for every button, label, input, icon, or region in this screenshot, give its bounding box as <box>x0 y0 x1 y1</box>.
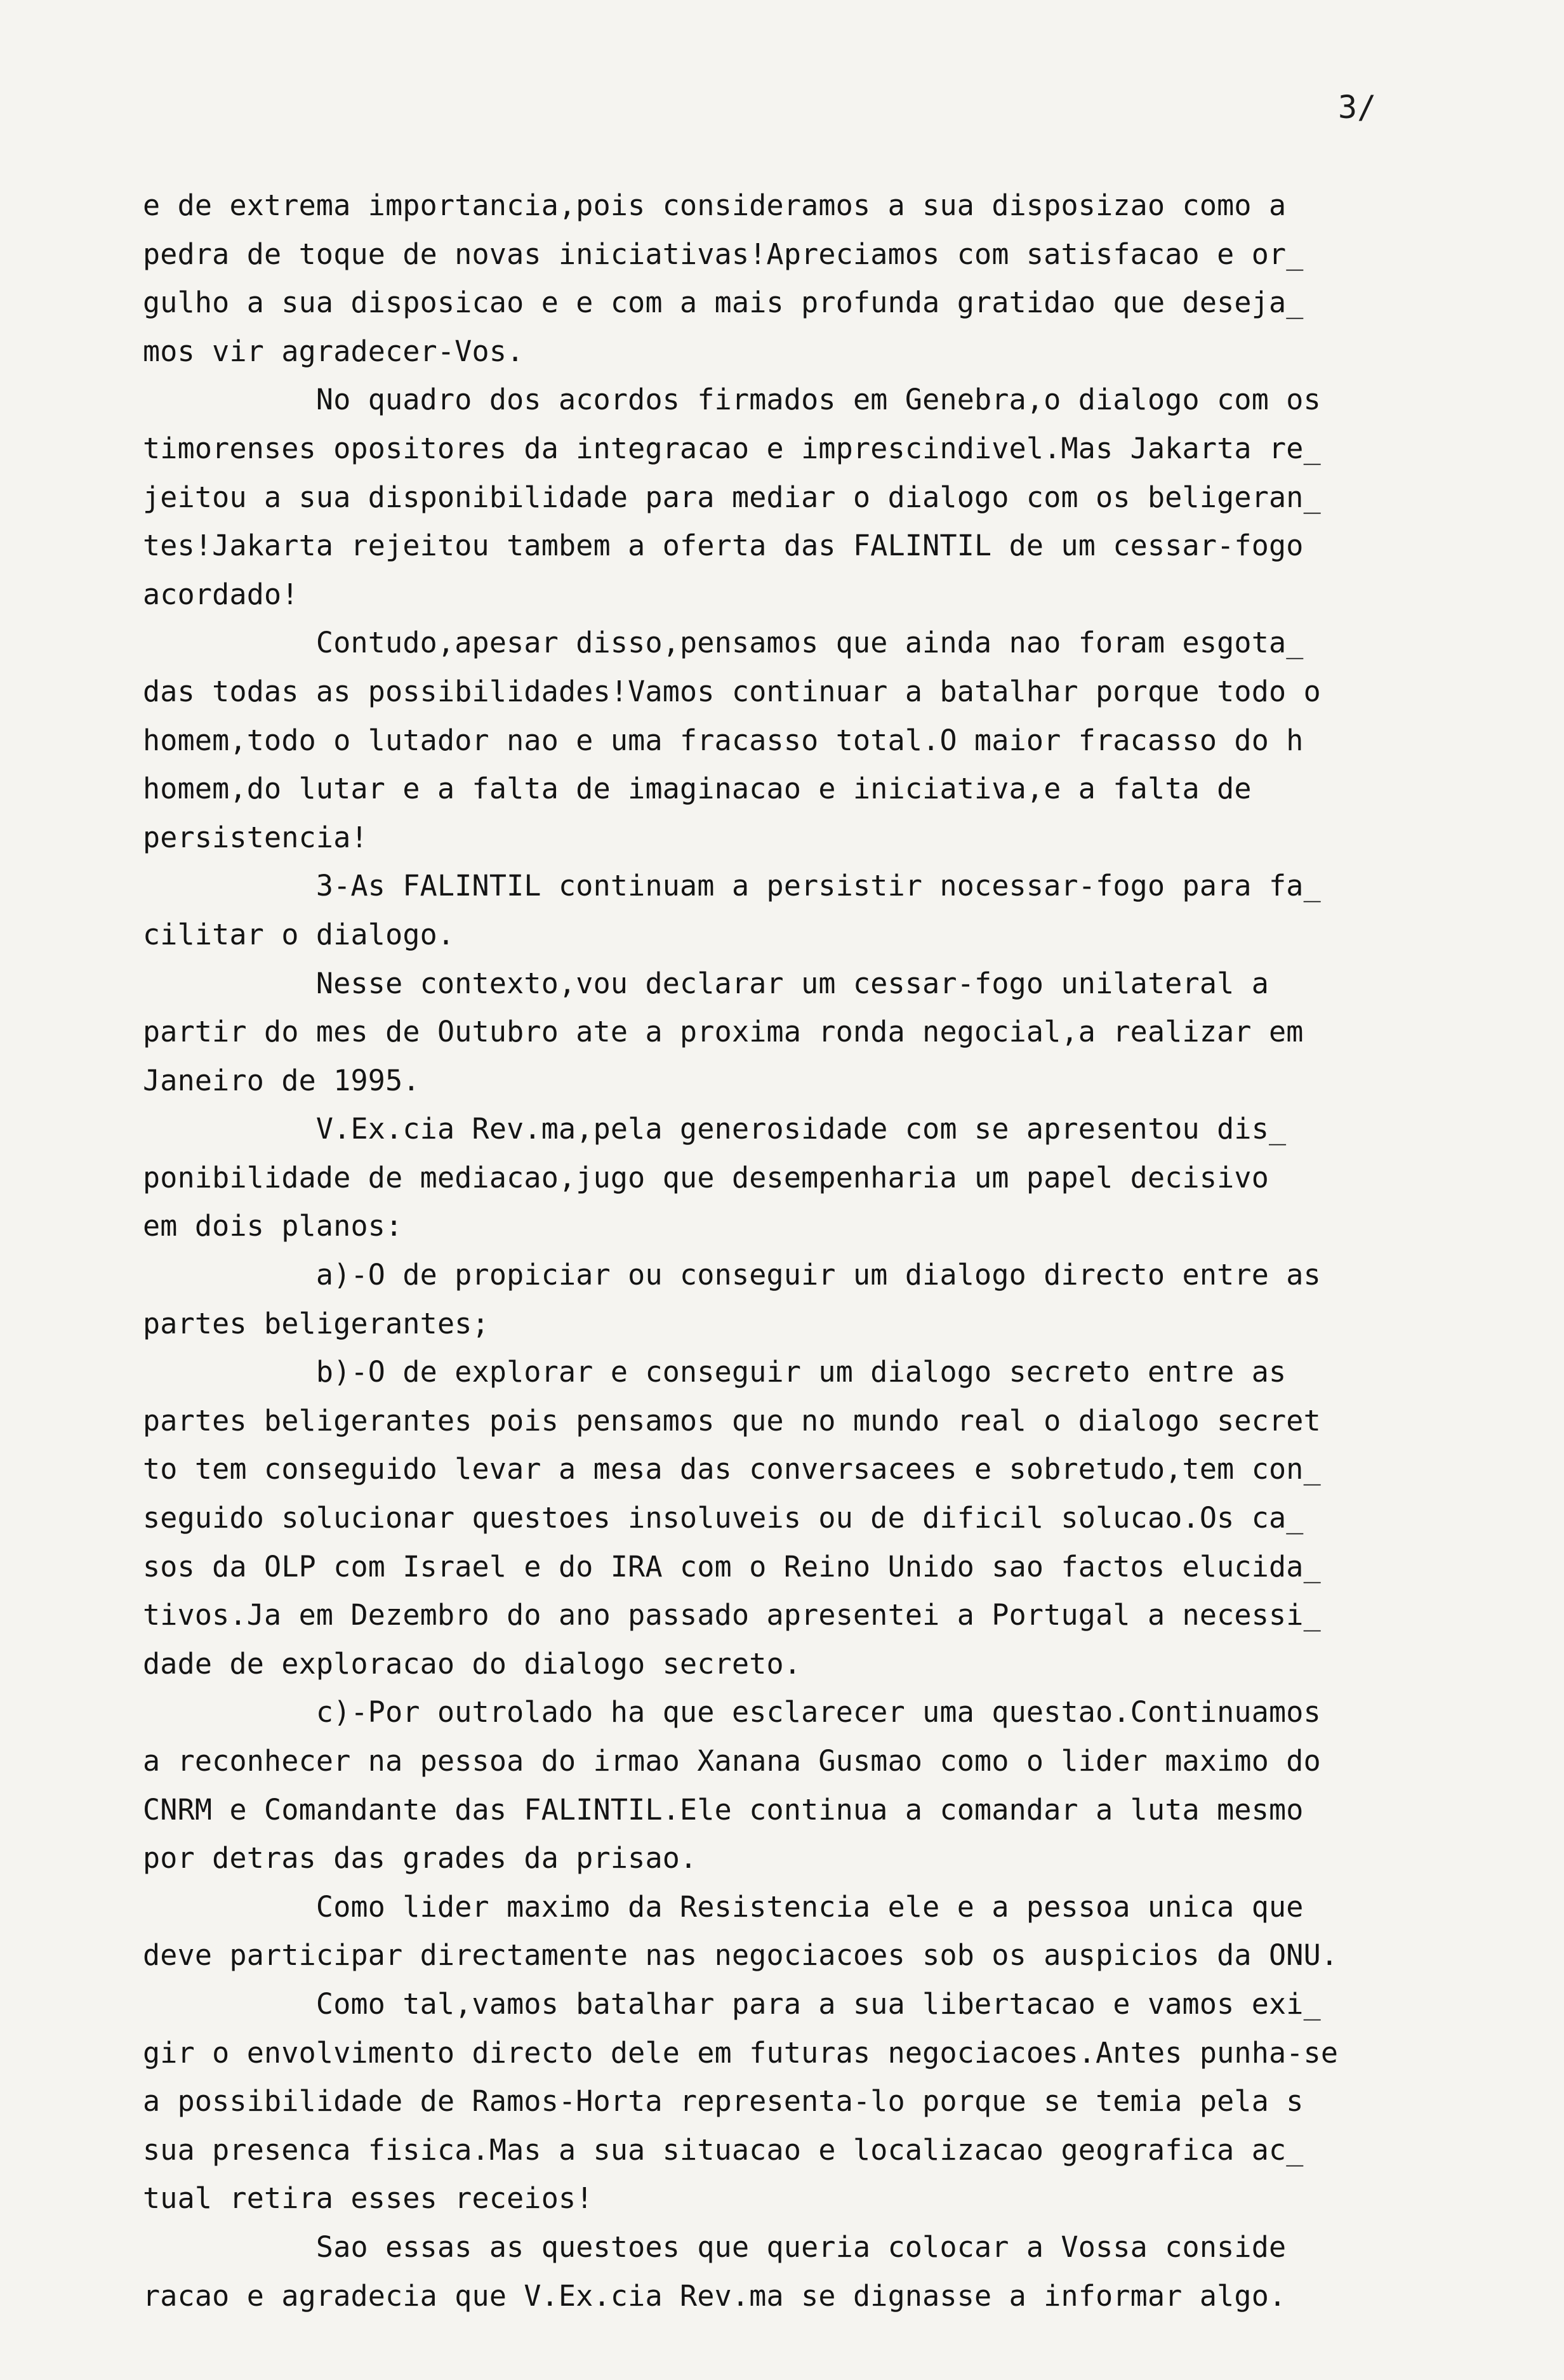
text-line: deve participar directamente nas negociacoes sob os auspicios da ONU. <box>143 1938 1339 1973</box>
text-line: homem,todo o lutador nao e uma fracasso total.O maior fracasso do h <box>143 723 1304 757</box>
text-line: ponibilidade de mediacao,jugo que desempenharia um papel decisivo <box>143 1160 1269 1194</box>
text-line: pedra de toque de novas iniciativas!Apreciamos com satisfacao e or_ <box>143 237 1304 271</box>
text-line: CNRM e Comandante das FALINTIL.Ele continua a comandar a luta mesmo <box>143 1792 1304 1827</box>
text-line: 3-As FALINTIL continuam a persistir nocessar-fogo para fa_ <box>143 869 1321 903</box>
text-line: mos vir agradecer-Vos. <box>143 334 524 368</box>
page-number: 3/ <box>1338 89 1377 126</box>
text-line: Contudo,apesar disso,pensamos que ainda nao foram esgota_ <box>143 626 1304 660</box>
text-line: Sao essas as questoes que queria colocar a Vossa conside <box>143 2230 1287 2264</box>
text-line: partir do mes de Outubro ate a proxima ronda negocial,a realizar em <box>143 1015 1304 1049</box>
text-line: sua presenca fisica.Mas a sua situacao e localizacao geografica ac_ <box>143 2132 1304 2167</box>
text-line: dade de exploracao do dialogo secreto. <box>143 1646 802 1681</box>
text-line: acordado! <box>143 577 299 611</box>
text-line: gir o envolvimento directo dele em futuras negociacoes.Antes punha-se <box>143 2035 1339 2070</box>
text-line: Como tal,vamos batalhar para a sua libertacao e vamos exi_ <box>143 1987 1321 2021</box>
text-line: tes!Jakarta rejeitou tambem a oferta das FALINTIL de um cessar-fogo <box>143 529 1304 563</box>
text-line: por detras das grades da prisao. <box>143 1841 698 1875</box>
text-line: V.Ex.cia Rev.ma,pela generosidade com se apresentou dis_ <box>143 1112 1287 1146</box>
text-line: a possibilidade de Ramos-Horta representa-lo porque se temia pela s <box>143 2084 1304 2119</box>
text-line: a)-O de propiciar ou conseguir um dialogo directo entre as <box>143 1258 1321 1292</box>
text-line: jeitou a sua disponibilidade para mediar o dialogo com os beligeran_ <box>143 480 1321 514</box>
text-line: a reconhecer na pessoa do irmao Xanana Gusmao como o lider maximo do <box>143 1744 1321 1778</box>
text-line: seguido solucionar questoes insoluveis ou de dificil solucao.Os ca_ <box>143 1501 1304 1535</box>
text-line: sos da OLP com Israel e do IRA com o Reino Unido sao factos elucida_ <box>143 1549 1321 1583</box>
text-line: Como lider maximo da Resistencia ele e a pessoa unica que <box>143 1889 1304 1924</box>
text-line: das todas as possibilidades!Vamos continuar a batalhar porque todo o <box>143 674 1321 708</box>
text-line: tual retira esses receios! <box>143 2181 593 2216</box>
text-line: e de extrema importancia,pois consideramos a sua disposizao como a <box>143 188 1287 222</box>
text-line: racao e agradecia que V.Ex.cia Rev.ma se dignasse a informar algo. <box>143 2278 1287 2313</box>
text-line: partes beligerantes pois pensamos que no mundo real o dialogo secret <box>143 1403 1321 1438</box>
text-line: em dois planos: <box>143 1209 403 1243</box>
text-line: Janeiro de 1995. <box>143 1063 420 1097</box>
text-line: timorenses opositores da integracao e imprescindivel.Mas Jakarta re_ <box>143 431 1321 465</box>
text-line: gulho a sua disposicao e e com a mais profunda gratidao que deseja_ <box>143 286 1304 320</box>
text-line: to tem conseguido levar a mesa das conversacees e sobretudo,tem con_ <box>143 1452 1321 1486</box>
text-line: Nesse contexto,vou declarar um cessar-fogo unilateral a <box>143 966 1269 1000</box>
text-line: persistencia! <box>143 820 368 854</box>
typed-letter-body <box>143 182 1527 2320</box>
text-line: No quadro dos acordos firmados em Genebra,o dialogo com os <box>143 383 1321 417</box>
text-line: cilitar o dialogo. <box>143 917 455 951</box>
text-line: b)-O de explorar e conseguir um dialogo secreto entre as <box>143 1355 1287 1389</box>
text-line: tivos.Ja em Dezembro do ano passado apresentei a Portugal a necessi_ <box>143 1598 1321 1632</box>
text-line: partes beligerantes; <box>143 1306 489 1340</box>
text-line: c)-Por outrolado ha que esclarecer uma questao.Continuamos <box>143 1695 1321 1729</box>
text-line: homem,do lutar e a falta de imaginacao e iniciativa,e a falta de <box>143 772 1252 806</box>
